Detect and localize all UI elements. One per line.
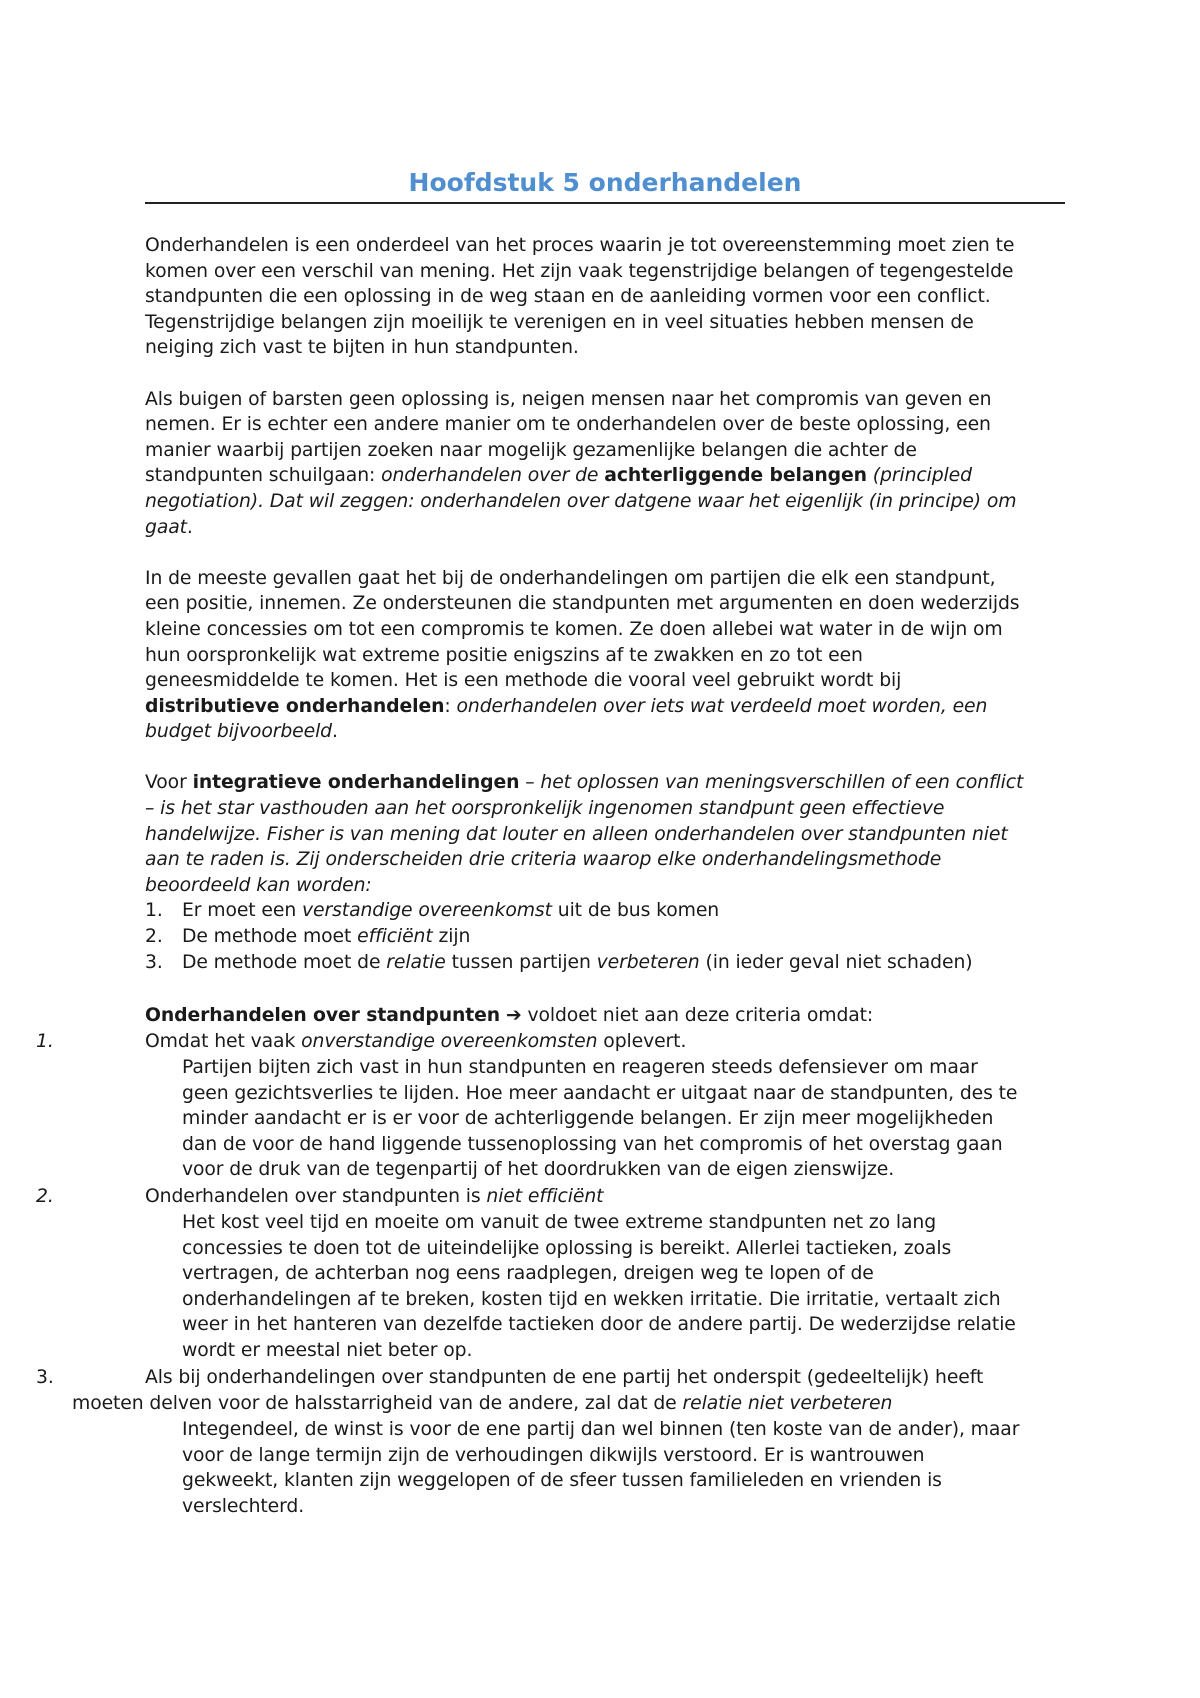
list-item <box>145 898 1070 924</box>
text-line: weer in het hanteren van dezelfde tactieken door de andere partij. De wederzijdse relatie <box>182 1314 1016 1336</box>
item-lead: Als bij onderhandelingen over standpunten de ene partij het onderspit (gedeeltelijk) heeft <box>145 1367 984 1388</box>
section-heading-line <box>145 1003 873 1029</box>
italic-text: – is het star vasthouden aan het oorspronkelijk ingenomen standpunt geen effectieve <box>145 798 945 820</box>
list-number: 2. <box>145 926 163 948</box>
text-line: Partijen bijten zich vast in hun standpunten en reageren steeds defensiever om maar <box>182 1057 978 1078</box>
text-line <box>145 873 1070 899</box>
text-run: Er moet een <box>182 900 303 922</box>
text-run: oplevert. <box>597 1031 687 1052</box>
criteria-list <box>145 898 1070 975</box>
italic-text: (principled <box>866 465 972 487</box>
document-body <box>145 233 1070 975</box>
text-run: zijn <box>432 926 471 948</box>
text-line <box>145 515 1070 541</box>
italic-text: niet efficiënt <box>486 1186 604 1207</box>
text-run: uit de bus komen <box>551 900 720 922</box>
text-line: Onderhandelen is een onderdeel van het proces waarin je tot overeenstemming moet zien te <box>145 235 1015 256</box>
bold-term: achterliggende belangen <box>604 465 867 487</box>
text-line: minder aandacht er is er voor de achterliggende belangen. Er zijn meer mogelijkheden <box>182 1108 994 1130</box>
text-line <box>145 822 1070 848</box>
text-line: verslechterd. <box>182 1495 305 1517</box>
paragraph-intro <box>145 233 1070 361</box>
italic-text: gaat <box>145 516 187 538</box>
text-line <box>145 463 1070 489</box>
text-line <box>145 489 1070 515</box>
item-number: 2. <box>36 1186 54 1207</box>
text-line <box>145 694 1070 720</box>
text-line: een positie, innemen. Ze ondersteunen die standpunten met argumenten en doen wederzijds <box>145 593 1020 615</box>
text-line: neiging zich vast te bijten in hun standpunten. <box>145 337 579 359</box>
item-body <box>182 1417 1019 1519</box>
text-run: De methode moet de <box>182 951 387 973</box>
italic-text: aan te raden is. Zij onderscheiden drie criteria waarop elke onderhandelingsmethode <box>145 849 942 871</box>
text-line <box>145 770 1070 796</box>
paragraph-principled-negotiation <box>145 387 1070 541</box>
text-line: geen gezichtsverlies te lijden. Hoe meer aandacht er uitgaat naar de standpunten, des te <box>182 1082 1018 1104</box>
italic-text: handelwijze. Fisher is van mening dat louter en alleen onderhandelen over standpunten niet <box>145 823 1008 845</box>
section-heading: Onderhandelen over standpunten <box>145 1005 501 1026</box>
text-line: standpunten die een oplossing in de weg staan en de aanleiding vormen voor een conflict. <box>145 286 991 308</box>
text-run: : <box>444 695 457 717</box>
text-line: voor de lange termijn zijn de verhoudingen dikwijls verstoord. Er is wantrouwen <box>182 1444 925 1466</box>
text-line: vertragen, de achterban nog eens raadplegen, dreigen weg te lopen of de <box>182 1263 874 1285</box>
italic-text: onderhandelen over de <box>381 465 605 487</box>
text-line: Het kost veel tijd en moeite om vanuit de twee extreme standpunten net zo lang <box>182 1212 937 1233</box>
text-line: nemen. Er is echter een andere manier om te onderhandelen over de beste oplossing, een <box>145 414 991 436</box>
italic-text: relatie <box>386 951 446 973</box>
text-run: Omdat het vaak <box>145 1031 302 1052</box>
text-line: dan de voor de hand liggende tussenoplossing van het compromis of het overstag gaan <box>182 1133 1003 1155</box>
italic-text: verstandige overeenkomst <box>302 900 552 922</box>
text-run: standpunten schuilgaan: <box>145 465 382 487</box>
text-line: geneesmiddelde te komen. Het is een methode die vooral veel gebruikt wordt bij <box>145 670 902 692</box>
page-title: Hoofdstuk 5 onderhandelen <box>408 168 802 197</box>
text-line: Tegenstrijdige belangen zijn moeilijk te verenigen en in veel situaties hebben mensen de <box>145 311 974 333</box>
text-line: wordt er meestal niet beter op. <box>182 1339 473 1361</box>
list-number: 3. <box>145 951 163 973</box>
text-run: De methode moet <box>182 926 358 948</box>
text-line: In de meeste gevallen gaat het bij de onderhandelingen om partijen die elk een standpunt, <box>145 567 996 589</box>
bold-term: distributieve onderhandelen <box>145 695 445 717</box>
italic-text: beoordeeld kan worden: <box>145 874 372 896</box>
text-run: Onderhandelen over standpunten is <box>145 1186 487 1207</box>
list-number: 1. <box>145 900 163 922</box>
arrow-right-icon: ➔ <box>505 1005 522 1026</box>
item-lead <box>145 1029 686 1055</box>
list-number <box>36 1184 54 1210</box>
text-line <box>145 796 1070 822</box>
italic-text: het oplossen van meningsverschillen of een conflict <box>540 772 1024 794</box>
text-run: Voor <box>145 772 193 794</box>
title-divider <box>145 202 1065 204</box>
item-number: 1. <box>36 1031 54 1052</box>
text-line: gekweekt, klanten zijn weggelopen of de sfeer tussen familieleden en vrienden is <box>182 1470 942 1492</box>
italic-text: efficiënt <box>357 926 433 948</box>
italic-text: onderhandelen over iets wat verdeeld moet worden, een <box>456 695 988 717</box>
list-number: 3. <box>36 1367 54 1388</box>
text-line: Integendeel, de winst is voor de ene partij dan wel binnen (ten koste van de ander), maar <box>182 1419 1020 1440</box>
text-line: voor de druk van de tegenpartij of het doordrukken van de eigen zienswijze. <box>182 1159 895 1181</box>
text-run: moeten delven voor de halsstarrigheid van de andere, zal dat de <box>72 1393 683 1414</box>
italic-text: onverstandige overeenkomsten <box>301 1031 598 1052</box>
italic-text: verbeteren <box>596 951 700 973</box>
italic-text: budget bijvoorbeeld <box>145 721 333 743</box>
text-line: hun oorspronkelijk wat extreme positie enigszins af te zwakken en zo tot een <box>145 644 863 666</box>
bold-term: integratieve onderhandelingen <box>192 772 520 794</box>
text-run: tussen partijen <box>445 951 597 973</box>
text-line: concessies te doen tot de uiteindelijke oplossing is bereikt. Allerlei tactieken, zoals <box>182 1237 952 1259</box>
list-item <box>145 924 1070 950</box>
text-run: . <box>332 721 338 743</box>
item-body <box>182 1210 1016 1364</box>
list-item <box>145 950 1070 976</box>
italic-text: negotiation). Dat wil zeggen: onderhandelen over datgene waar het eigenlijk (in principe) om <box>145 490 1017 512</box>
text-run: – <box>519 772 541 794</box>
item-lead <box>145 1184 603 1210</box>
text-line <box>145 847 1070 873</box>
text-line: komen over een verschil van mening. Het zijn vaak tegenstrijdige belangen of tegengestelde <box>145 260 1014 282</box>
list-number <box>36 1029 54 1055</box>
paragraph-distributive <box>145 566 1070 745</box>
text-run: (in ieder geval niet schaden) <box>699 951 973 973</box>
text-line: manier waarbij partijen zoeken naar mogelijk gezamenlijke belangen die achter de <box>145 439 917 461</box>
text-run: voldoet niet aan deze criteria omdat: <box>521 1005 874 1026</box>
text-line: Als buigen of barsten geen oplossing is, neigen mensen naar het compromis van geven en <box>145 388 992 410</box>
item-body <box>182 1055 1017 1183</box>
text-line: onderhandelingen af te breken, kosten tijd en wekken irritatie. Die irritatie, vertaalt zich <box>182 1288 1001 1310</box>
text-line: kleine concessies om tot een compromis te komen. Ze doen allebei wat water in de wijn om <box>145 618 1003 640</box>
paragraph-integrative <box>145 770 1070 898</box>
text-run: . <box>186 516 193 538</box>
italic-text: relatie niet verbeteren <box>682 1393 893 1414</box>
text-line <box>145 719 1070 745</box>
item-lead-continued <box>72 1391 892 1417</box>
